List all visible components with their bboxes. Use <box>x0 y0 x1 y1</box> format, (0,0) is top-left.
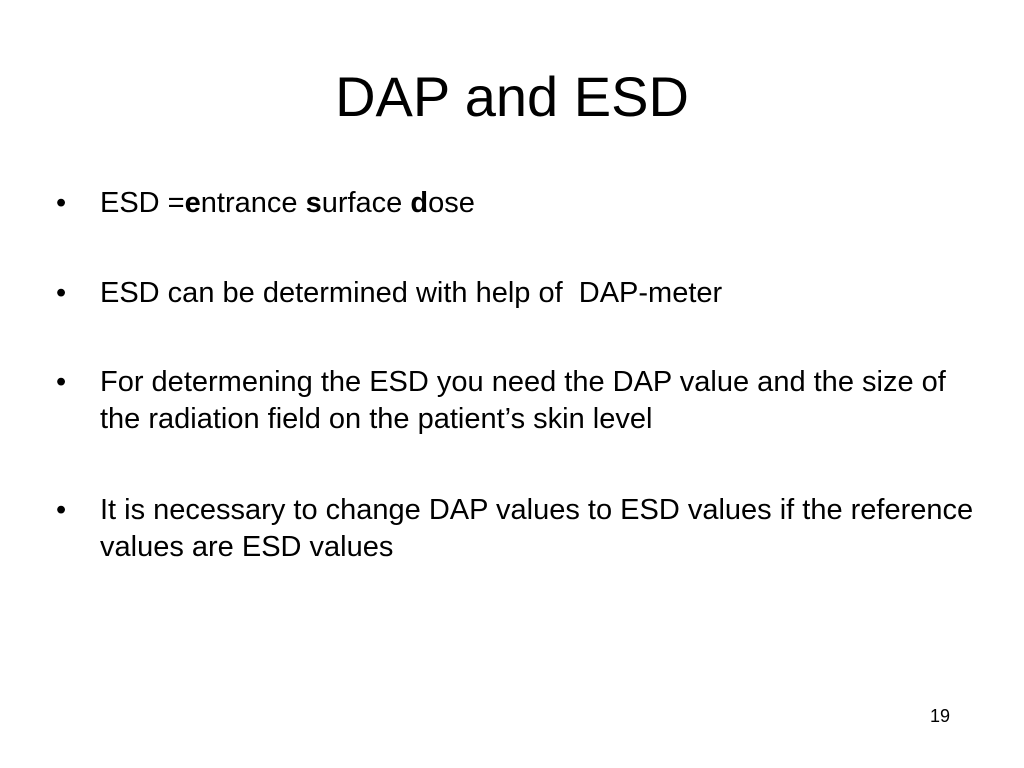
bullet-item-determining-esd <box>56 364 976 438</box>
word-rest: ntrance <box>200 187 306 219</box>
word-rest: ose <box>428 187 475 219</box>
bullet-item-convert-dap <box>56 492 976 566</box>
word-rest: urface <box>321 187 411 219</box>
bullet-text <box>100 185 976 222</box>
bullet-text: It is necessary to change DAP values to ESD values if the reference values are ESD values <box>100 494 974 563</box>
bullet-item-dap-meter <box>56 275 976 312</box>
definition-prefix: ESD = <box>100 187 185 219</box>
bullet-item-esd-definition <box>56 185 976 222</box>
acronym-letter: d <box>410 187 429 219</box>
slide-title: DAP and ESD <box>335 65 689 128</box>
bullet-text: For determening the ESD you need the DAP value and the size of the radiation field on the patient’s skin level <box>100 366 946 435</box>
bullet-marker: • <box>56 187 67 219</box>
acronym-letter: e <box>184 187 201 219</box>
bullet-marker: • <box>56 366 67 398</box>
acronym-letter: s <box>305 187 322 219</box>
bullet-marker: • <box>56 277 67 309</box>
bullet-text: ESD can be determined with help of DAP-meter <box>100 277 723 309</box>
bullet-marker: • <box>56 494 67 526</box>
page-number: 19 <box>930 706 951 726</box>
